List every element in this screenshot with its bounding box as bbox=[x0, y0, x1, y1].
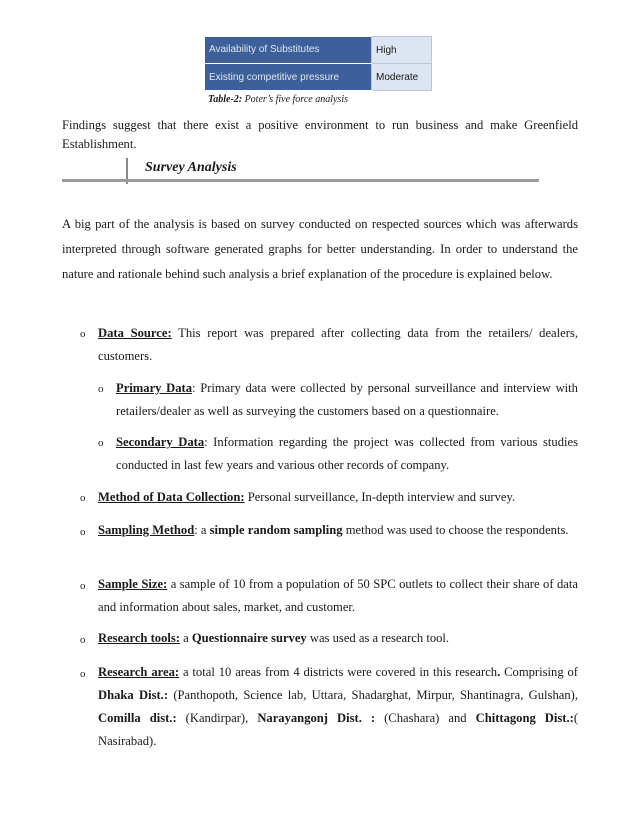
item-emphasis: Dhaka Dist.: bbox=[98, 688, 169, 702]
item-text: (Kandirpar), bbox=[176, 711, 258, 725]
item-text: a total 10 areas from 4 districts were covered in this research bbox=[179, 665, 498, 679]
caption-prefix: Table-2: bbox=[208, 94, 243, 105]
list-item-secondary-data bbox=[116, 431, 578, 477]
item-text: ( Nasirabad). bbox=[98, 711, 579, 748]
item-emphasis: Chittagong Dist.: bbox=[475, 711, 574, 725]
item-text: was used as a research tool. bbox=[306, 631, 450, 645]
item-label: Secondary Data bbox=[116, 435, 205, 449]
bullet-marker: o bbox=[80, 668, 86, 680]
item-emphasis: . bbox=[497, 665, 501, 679]
item-label: Research area: bbox=[98, 665, 180, 679]
item-text: : Primary data were collected by personal surveillance and interview with retailers/dealer as well as surveying the customers based on a questionnaire. bbox=[116, 381, 578, 418]
item-text: : a bbox=[194, 523, 210, 537]
item-emphasis: Comilla dist.: bbox=[98, 711, 177, 725]
item-label: Sample Size: bbox=[98, 577, 168, 591]
item-text: This report was prepared after collecting data from the retailers/ dealers, customers. bbox=[98, 326, 578, 363]
item-text: Comprising of bbox=[500, 665, 578, 679]
bullet-marker: o bbox=[98, 383, 104, 395]
item-label: Sampling Method bbox=[98, 523, 195, 537]
item-text: (Chashara) and bbox=[375, 711, 476, 725]
table-caption bbox=[208, 94, 348, 105]
item-emphasis: Narayangonj Dist. : bbox=[257, 711, 376, 725]
item-text: : Information regarding the project was collected from various studies conducted in last few years and various other records of company. bbox=[116, 435, 579, 472]
table-row bbox=[205, 64, 432, 91]
caption-text: Poter’s five force analysis bbox=[242, 94, 348, 105]
table-cell-value: High bbox=[372, 37, 432, 64]
five-force-table bbox=[205, 36, 432, 91]
list-item-primary-data bbox=[116, 377, 578, 423]
bullet-marker: o bbox=[80, 328, 86, 340]
list-item-method bbox=[98, 486, 578, 509]
table-cell-factor: Existing competitive pressure bbox=[205, 64, 372, 91]
item-text: (Panthopoth, Science lab, Uttara, Shadarghat, Mirpur, Shantinagra, Gulshan), bbox=[168, 688, 578, 702]
list-item-sampling bbox=[98, 519, 578, 542]
bullet-marker: o bbox=[98, 437, 104, 449]
table-cell-value: Moderate bbox=[372, 64, 432, 91]
table-cell-factor: Availability of Substitutes bbox=[205, 37, 372, 64]
list-item-sample-size bbox=[98, 573, 578, 619]
table-row bbox=[205, 37, 432, 64]
list-item-tools bbox=[98, 627, 578, 650]
item-label: Data Source: bbox=[98, 326, 172, 340]
bullet-marker: o bbox=[80, 526, 86, 538]
item-text: Personal surveillance, In-depth interview and survey. bbox=[244, 490, 516, 504]
section-heading: Survey Analysis bbox=[145, 160, 237, 175]
item-emphasis: Questionnaire survey bbox=[191, 631, 307, 645]
item-label: Primary Data bbox=[116, 381, 193, 395]
heading-underline bbox=[62, 179, 539, 182]
item-text: a bbox=[179, 631, 192, 645]
list-item-data-source bbox=[98, 322, 578, 368]
item-label: Research tools: bbox=[98, 631, 180, 645]
item-emphasis: simple random sampling bbox=[209, 523, 343, 537]
bullet-marker: o bbox=[80, 634, 86, 646]
list-item-research-area bbox=[98, 661, 578, 753]
item-text: a sample of 10 from a population of 50 SPC outlets to collect their share of data and information about sales, market, and customer. bbox=[98, 577, 578, 614]
item-text: method was used to choose the respondents. bbox=[342, 523, 569, 537]
bullet-marker: o bbox=[80, 492, 86, 504]
intro-paragraph: A big part of the analysis is based on survey conducted on respected sources which was afterwards interpreted through software generated graphs for better understanding. In order to understand the nature and rationale behind such analysis a brief explanation of the procedure is explained below. bbox=[62, 217, 578, 281]
bullet-marker: o bbox=[80, 580, 86, 592]
findings-paragraph: Findings suggest that there exist a positive environment to run business and make Greenfield Establishment. bbox=[62, 118, 578, 151]
item-label: Method of Data Collection: bbox=[98, 490, 245, 504]
